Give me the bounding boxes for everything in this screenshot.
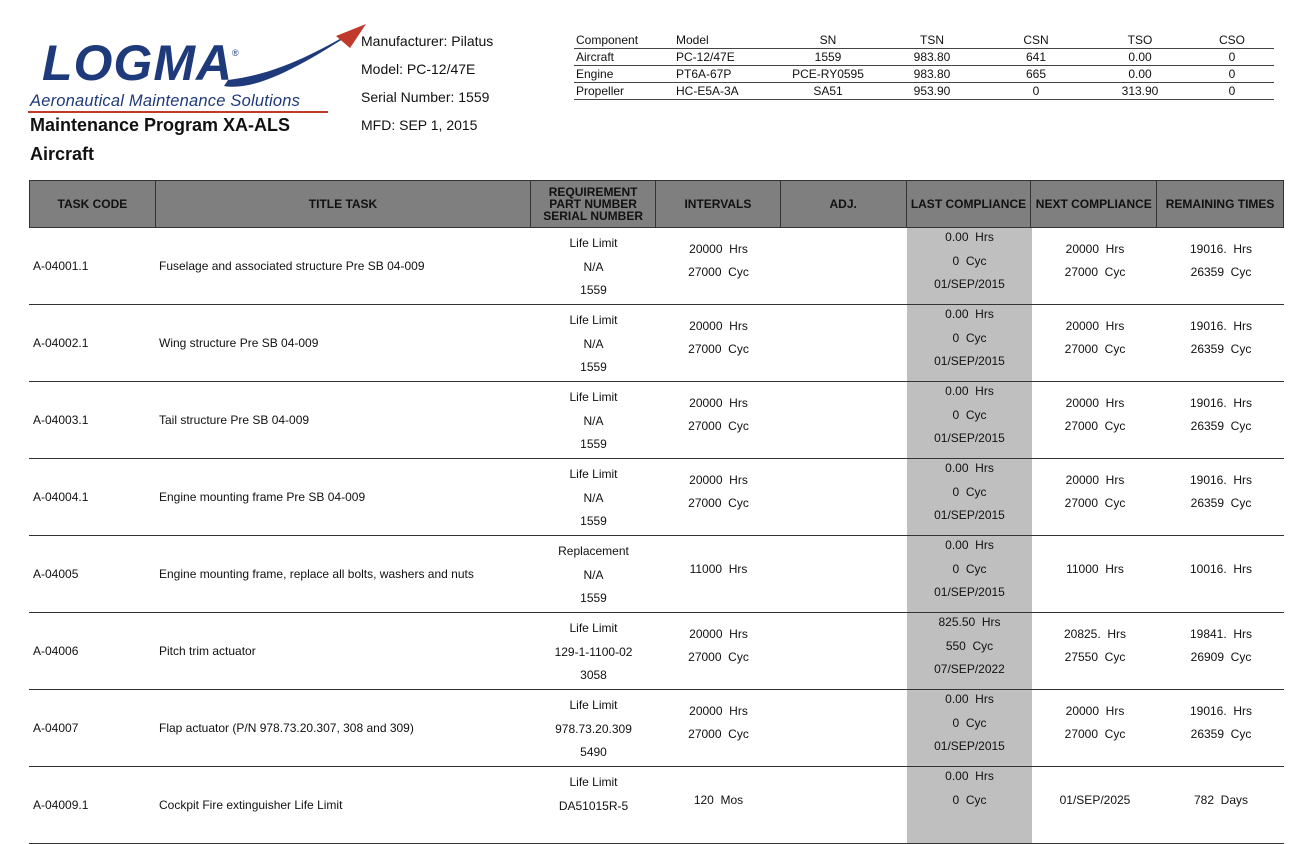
task-last-compliance-line: 0.00 Hrs — [945, 384, 994, 398]
task-remaining — [1158, 613, 1284, 689]
task-intervals-line: 20000 Hrs — [689, 242, 748, 256]
task-adj — [781, 382, 907, 458]
task-remaining — [1158, 767, 1284, 843]
component-cell: HC-E5A-3A — [674, 83, 774, 100]
col-component: Component — [574, 32, 674, 49]
component-cell: 665 — [982, 66, 1090, 83]
task-last-compliance-line: 0.00 Hrs — [945, 461, 994, 475]
task-requirement-line: 1559 — [580, 591, 607, 605]
task-requirement-line: Life Limit — [569, 621, 618, 635]
task-intervals-line: 27000 Cyc — [688, 727, 749, 741]
task-requirement-line: DA51015R-5 — [558, 799, 629, 813]
task-code — [29, 228, 155, 304]
task-last-compliance-line: 0 Cyc — [952, 331, 987, 345]
task-code-text: A-04001.1 — [33, 259, 89, 273]
task-grid — [29, 180, 1284, 844]
component-cell: 0.00 — [1090, 49, 1190, 66]
task-last-compliance-line: 0 Cyc — [952, 254, 987, 268]
task-next-compliance-line: 01/SEP/2025 — [1059, 793, 1131, 807]
task-remaining-line: 19016. Hrs — [1189, 319, 1253, 333]
header-intervals: INTERVALS — [656, 181, 781, 227]
component-cell: PC-12/47E — [674, 49, 774, 66]
col-model: Model — [674, 32, 774, 49]
table-row[interactable] — [29, 536, 1284, 613]
task-requirement-line: Life Limit — [569, 390, 618, 404]
table-row[interactable] — [29, 459, 1284, 536]
component-cell: PCE-RY0595 — [774, 66, 882, 83]
components-header-row — [574, 32, 1274, 49]
task-title — [155, 228, 531, 304]
component-row — [574, 66, 1274, 83]
task-requirement — [531, 382, 656, 458]
component-cell: 983.80 — [882, 66, 982, 83]
task-code-text: A-04004.1 — [33, 490, 89, 504]
table-row[interactable] — [29, 382, 1284, 459]
task-requirement-line: 5490 — [580, 745, 607, 759]
task-next-compliance-line: 20000 Hrs — [1065, 319, 1125, 333]
task-last-compliance-line: 01/SEP/2015 — [934, 739, 1005, 753]
task-requirement-line: 1559 — [580, 514, 607, 528]
task-remaining-line: 26359 Cyc — [1190, 419, 1252, 433]
task-last-compliance-line: 0 Cyc — [952, 562, 987, 576]
task-adj — [781, 690, 907, 766]
task-remaining-line: 26359 Cyc — [1190, 265, 1252, 279]
header-req-line3: SERIAL NUMBER — [543, 209, 643, 223]
task-code-text: A-04002.1 — [33, 336, 89, 350]
task-last-compliance-line: 01/SEP/2015 — [934, 431, 1005, 445]
task-last-compliance-line: 0 Cyc — [952, 408, 987, 422]
task-code — [29, 767, 155, 843]
task-remaining-line: 19016. Hrs — [1189, 396, 1253, 410]
task-intervals-line: 20000 Hrs — [689, 319, 748, 333]
task-requirement-line: Life Limit — [569, 698, 618, 712]
task-remaining-line: 26359 Cyc — [1190, 342, 1252, 356]
task-last-compliance-line: 550 Cyc — [945, 639, 994, 653]
task-next-compliance-line: 27000 Cyc — [1064, 342, 1126, 356]
task-last-compliance-line: 0 Cyc — [952, 716, 987, 730]
task-requirement-line: N/A — [583, 414, 604, 428]
task-last-compliance-line: 825.50 Hrs — [938, 615, 1001, 629]
component-row — [574, 83, 1274, 100]
task-intervals-line: 27000 Cyc — [688, 496, 749, 510]
program-title: Maintenance Program XA-ALS — [30, 115, 291, 135]
task-last-compliance-line: 07/SEP/2022 — [934, 662, 1005, 676]
header-title-task: TITLE TASK — [156, 181, 531, 227]
task-intervals — [656, 767, 781, 843]
task-requirement — [531, 305, 656, 381]
header-remaining-times: REMAINING TIMES — [1165, 197, 1275, 211]
task-intervals — [656, 305, 781, 381]
aircraft-info — [361, 32, 493, 144]
task-remaining — [1158, 690, 1284, 766]
task-remaining-line: 26909 Cyc — [1190, 650, 1252, 664]
task-last-compliance — [907, 305, 1032, 381]
components-table — [574, 32, 1274, 100]
task-requirement — [531, 459, 656, 535]
task-requirement-line: 978.73.20.309 — [555, 722, 632, 736]
task-last-compliance-line: 0.00 Hrs — [945, 769, 994, 783]
task-intervals-line: 11000 Hrs — [689, 562, 748, 576]
task-code — [29, 613, 155, 689]
task-requirement-line: 129-1-1100-02 — [554, 645, 633, 659]
task-code — [29, 690, 155, 766]
col-sn: SN — [774, 32, 882, 49]
component-cell: 0 — [1190, 66, 1274, 83]
header-next-compliance: NEXT COMPLIANCE — [1031, 181, 1157, 227]
task-next-compliance — [1032, 536, 1158, 612]
task-remaining-line: 19016. Hrs — [1189, 704, 1253, 718]
task-remaining — [1158, 305, 1284, 381]
task-last-compliance-line: 0.00 Hrs — [945, 692, 994, 706]
task-intervals-line: 27000 Cyc — [688, 342, 749, 356]
task-last-compliance — [907, 613, 1032, 689]
task-adj — [781, 459, 907, 535]
manufacturer-text: Manufacturer: Pilatus — [361, 33, 494, 49]
task-next-compliance — [1032, 228, 1158, 304]
task-requirement-line: N/A — [583, 491, 604, 505]
task-next-compliance-line: 27000 Cyc — [1064, 496, 1126, 510]
task-adj — [781, 536, 907, 612]
task-last-compliance-line: 01/SEP/2015 — [934, 585, 1005, 599]
task-code-text: A-04009.1 — [33, 798, 89, 812]
task-intervals — [656, 536, 781, 612]
task-requirement-line: 3058 — [580, 668, 607, 682]
task-requirement-line: N/A — [583, 260, 604, 274]
component-cell: 953.90 — [882, 83, 982, 100]
table-row[interactable] — [29, 613, 1284, 690]
task-intervals-line: 20000 Hrs — [689, 473, 748, 487]
task-remaining — [1158, 459, 1284, 535]
task-next-compliance-line: 20000 Hrs — [1065, 242, 1125, 256]
logo-wordmark: LOGMA — [42, 35, 234, 91]
task-remaining-line: 19016. Hrs — [1189, 242, 1253, 256]
col-tso: TSO — [1090, 32, 1190, 49]
task-requirement — [531, 228, 656, 304]
task-code-text: A-04006 — [33, 644, 79, 658]
table-row[interactable] — [29, 690, 1284, 767]
task-title-text: Pitch trim actuator — [159, 644, 256, 658]
task-next-compliance — [1032, 305, 1158, 381]
task-last-compliance — [907, 382, 1032, 458]
task-intervals — [656, 690, 781, 766]
task-adj — [781, 228, 907, 304]
task-requirement-line: N/A — [583, 337, 604, 351]
task-intervals — [656, 228, 781, 304]
task-last-compliance-line: 0.00 Hrs — [945, 230, 994, 244]
task-title-text: Wing structure Pre SB 04-009 — [159, 336, 319, 350]
program-subtitle: Aircraft — [30, 144, 95, 164]
task-requirement-line: Life Limit — [569, 313, 618, 327]
task-title — [155, 459, 531, 535]
task-title-text: Fuselage and associated structure Pre SB 04-009 — [159, 259, 425, 273]
task-next-compliance-line: 11000 Hrs — [1066, 562, 1124, 576]
logo-rule — [28, 111, 328, 113]
task-intervals — [656, 613, 781, 689]
task-code-text: A-04007 — [33, 721, 79, 735]
task-code-text: A-04005 — [33, 567, 79, 581]
task-intervals-line: 20000 Hrs — [689, 627, 748, 641]
component-cell: Engine — [574, 66, 674, 83]
task-requirement — [531, 536, 656, 612]
task-intervals-line: 27000 Cyc — [688, 265, 749, 279]
header-last-compliance: LAST COMPLIANCE — [907, 181, 1032, 227]
task-remaining-line: 19016. Hrs — [1189, 473, 1253, 487]
task-next-compliance — [1032, 767, 1158, 843]
task-remaining-line: 10016. Hrs — [1189, 562, 1253, 576]
task-requirement-line: Life Limit — [569, 467, 618, 481]
table-row[interactable] — [29, 228, 1284, 305]
col-tsn: TSN — [882, 32, 982, 49]
table-row[interactable] — [29, 767, 1284, 844]
task-next-compliance-line: 20825. Hrs — [1063, 627, 1127, 641]
task-title-text: Flap actuator (P/N 978.73.20.307, 308 and 309) — [159, 721, 414, 735]
serial-text: Serial Number: 1559 — [361, 89, 490, 105]
header-adj: ADJ. — [781, 181, 907, 227]
task-next-compliance-line: 27000 Cyc — [1064, 419, 1126, 433]
component-cell: 641 — [982, 49, 1090, 66]
task-last-compliance — [907, 536, 1032, 612]
task-intervals — [656, 382, 781, 458]
task-requirement-line: Life Limit — [569, 775, 618, 789]
task-requirement-line: 1559 — [580, 283, 607, 297]
task-next-compliance-line: 27550 Cyc — [1064, 650, 1126, 664]
task-remaining-line: 782 Days — [1193, 793, 1249, 807]
task-requirement — [531, 613, 656, 689]
task-last-compliance-line: 0 Cyc — [952, 485, 987, 499]
task-title-text: Engine mounting frame Pre SB 04-009 — [159, 490, 366, 504]
component-cell: 0.00 — [1090, 66, 1190, 83]
task-remaining-line: 26359 Cyc — [1190, 727, 1252, 741]
task-adj — [781, 767, 907, 843]
task-last-compliance — [907, 459, 1032, 535]
task-requirement-line: 1559 — [580, 437, 607, 451]
task-requirement-line: 1559 — [580, 360, 607, 374]
task-next-compliance-line: 20000 Hrs — [1065, 473, 1125, 487]
task-remaining — [1158, 228, 1284, 304]
task-intervals-line: 20000 Hrs — [689, 396, 748, 410]
task-next-compliance-line: 27000 Cyc — [1064, 727, 1126, 741]
header-req-line1: REQUIREMENT — [548, 185, 638, 199]
component-cell: Propeller — [574, 83, 674, 100]
task-last-compliance-line: 01/SEP/2015 — [934, 508, 1005, 522]
registered-mark: ® — [232, 48, 239, 58]
task-code — [29, 382, 155, 458]
task-title — [155, 767, 531, 843]
task-next-compliance — [1032, 459, 1158, 535]
task-grid-header — [29, 180, 1284, 228]
task-title-text: Cockpit Fire extinguisher Life Limit — [159, 798, 343, 812]
component-cell: 983.80 — [882, 49, 982, 66]
logo-tagline: Aeronautical Maintenance Solutions — [30, 92, 301, 110]
task-intervals — [656, 459, 781, 535]
task-remaining-line: 19841. Hrs — [1189, 627, 1253, 641]
component-cell: PT6A-67P — [674, 66, 774, 83]
task-last-compliance-line: 01/SEP/2015 — [934, 277, 1005, 291]
task-intervals-line: 20000 Hrs — [689, 704, 748, 718]
component-row — [574, 49, 1274, 66]
component-cell: 0 — [1190, 49, 1274, 66]
task-requirement — [531, 690, 656, 766]
component-cell: 0 — [982, 83, 1090, 100]
task-last-compliance-line: 0.00 Hrs — [945, 307, 994, 321]
header-task-code: TASK CODE — [30, 181, 156, 227]
task-code — [29, 305, 155, 381]
task-next-compliance-line: 20000 Hrs — [1065, 704, 1125, 718]
task-last-compliance-line: 01/SEP/2015 — [934, 354, 1005, 368]
task-adj — [781, 613, 907, 689]
task-intervals-line: 27000 Cyc — [688, 419, 749, 433]
task-title-text: Tail structure Pre SB 04-009 — [159, 413, 310, 427]
task-next-compliance-line: 20000 Hrs — [1065, 396, 1125, 410]
mfd-text: MFD: SEP 1, 2015 — [361, 117, 478, 133]
logma-logo — [28, 22, 348, 114]
task-title — [155, 613, 531, 689]
model-text: Model: PC-12/47E — [361, 61, 476, 77]
task-requirement-line: Life Limit — [569, 236, 618, 250]
task-title — [155, 690, 531, 766]
task-requirement — [531, 767, 656, 843]
task-title — [155, 536, 531, 612]
col-csn: CSN — [982, 32, 1090, 49]
task-last-compliance — [907, 767, 1032, 843]
header-req-line2: PART NUMBER — [549, 197, 637, 211]
task-title-text: Engine mounting frame, replace all bolts, washers and nuts — [159, 567, 474, 581]
task-next-compliance — [1032, 613, 1158, 689]
component-cell: Aircraft — [574, 49, 674, 66]
task-last-compliance-line: 0.00 Hrs — [945, 538, 994, 552]
task-code — [29, 536, 155, 612]
task-adj — [781, 305, 907, 381]
task-last-compliance — [907, 228, 1032, 304]
component-cell: SA51 — [774, 83, 882, 100]
task-code — [29, 459, 155, 535]
task-requirement-line: N/A — [583, 568, 604, 582]
task-remaining — [1158, 536, 1284, 612]
table-row[interactable] — [29, 305, 1284, 382]
task-last-compliance-line: 0 Cyc — [952, 793, 987, 807]
component-cell: 0 — [1190, 83, 1274, 100]
task-title — [155, 305, 531, 381]
col-cso: CSO — [1190, 32, 1274, 49]
task-title — [155, 382, 531, 458]
task-next-compliance — [1032, 690, 1158, 766]
task-remaining-line: 26359 Cyc — [1190, 496, 1252, 510]
task-remaining — [1158, 382, 1284, 458]
component-cell: 313.90 — [1090, 83, 1190, 100]
task-code-text: A-04003.1 — [33, 413, 89, 427]
task-intervals-line: 120 Mos — [693, 793, 744, 807]
task-next-compliance-line: 27000 Cyc — [1064, 265, 1126, 279]
task-intervals-line: 27000 Cyc — [688, 650, 749, 664]
task-requirement-line: Replacement — [558, 544, 629, 558]
task-last-compliance — [907, 690, 1032, 766]
task-next-compliance — [1032, 382, 1158, 458]
task-rows — [29, 228, 1284, 844]
component-cell: 1559 — [774, 49, 882, 66]
swoosh-icon — [218, 22, 368, 92]
header-requirement — [531, 181, 656, 227]
